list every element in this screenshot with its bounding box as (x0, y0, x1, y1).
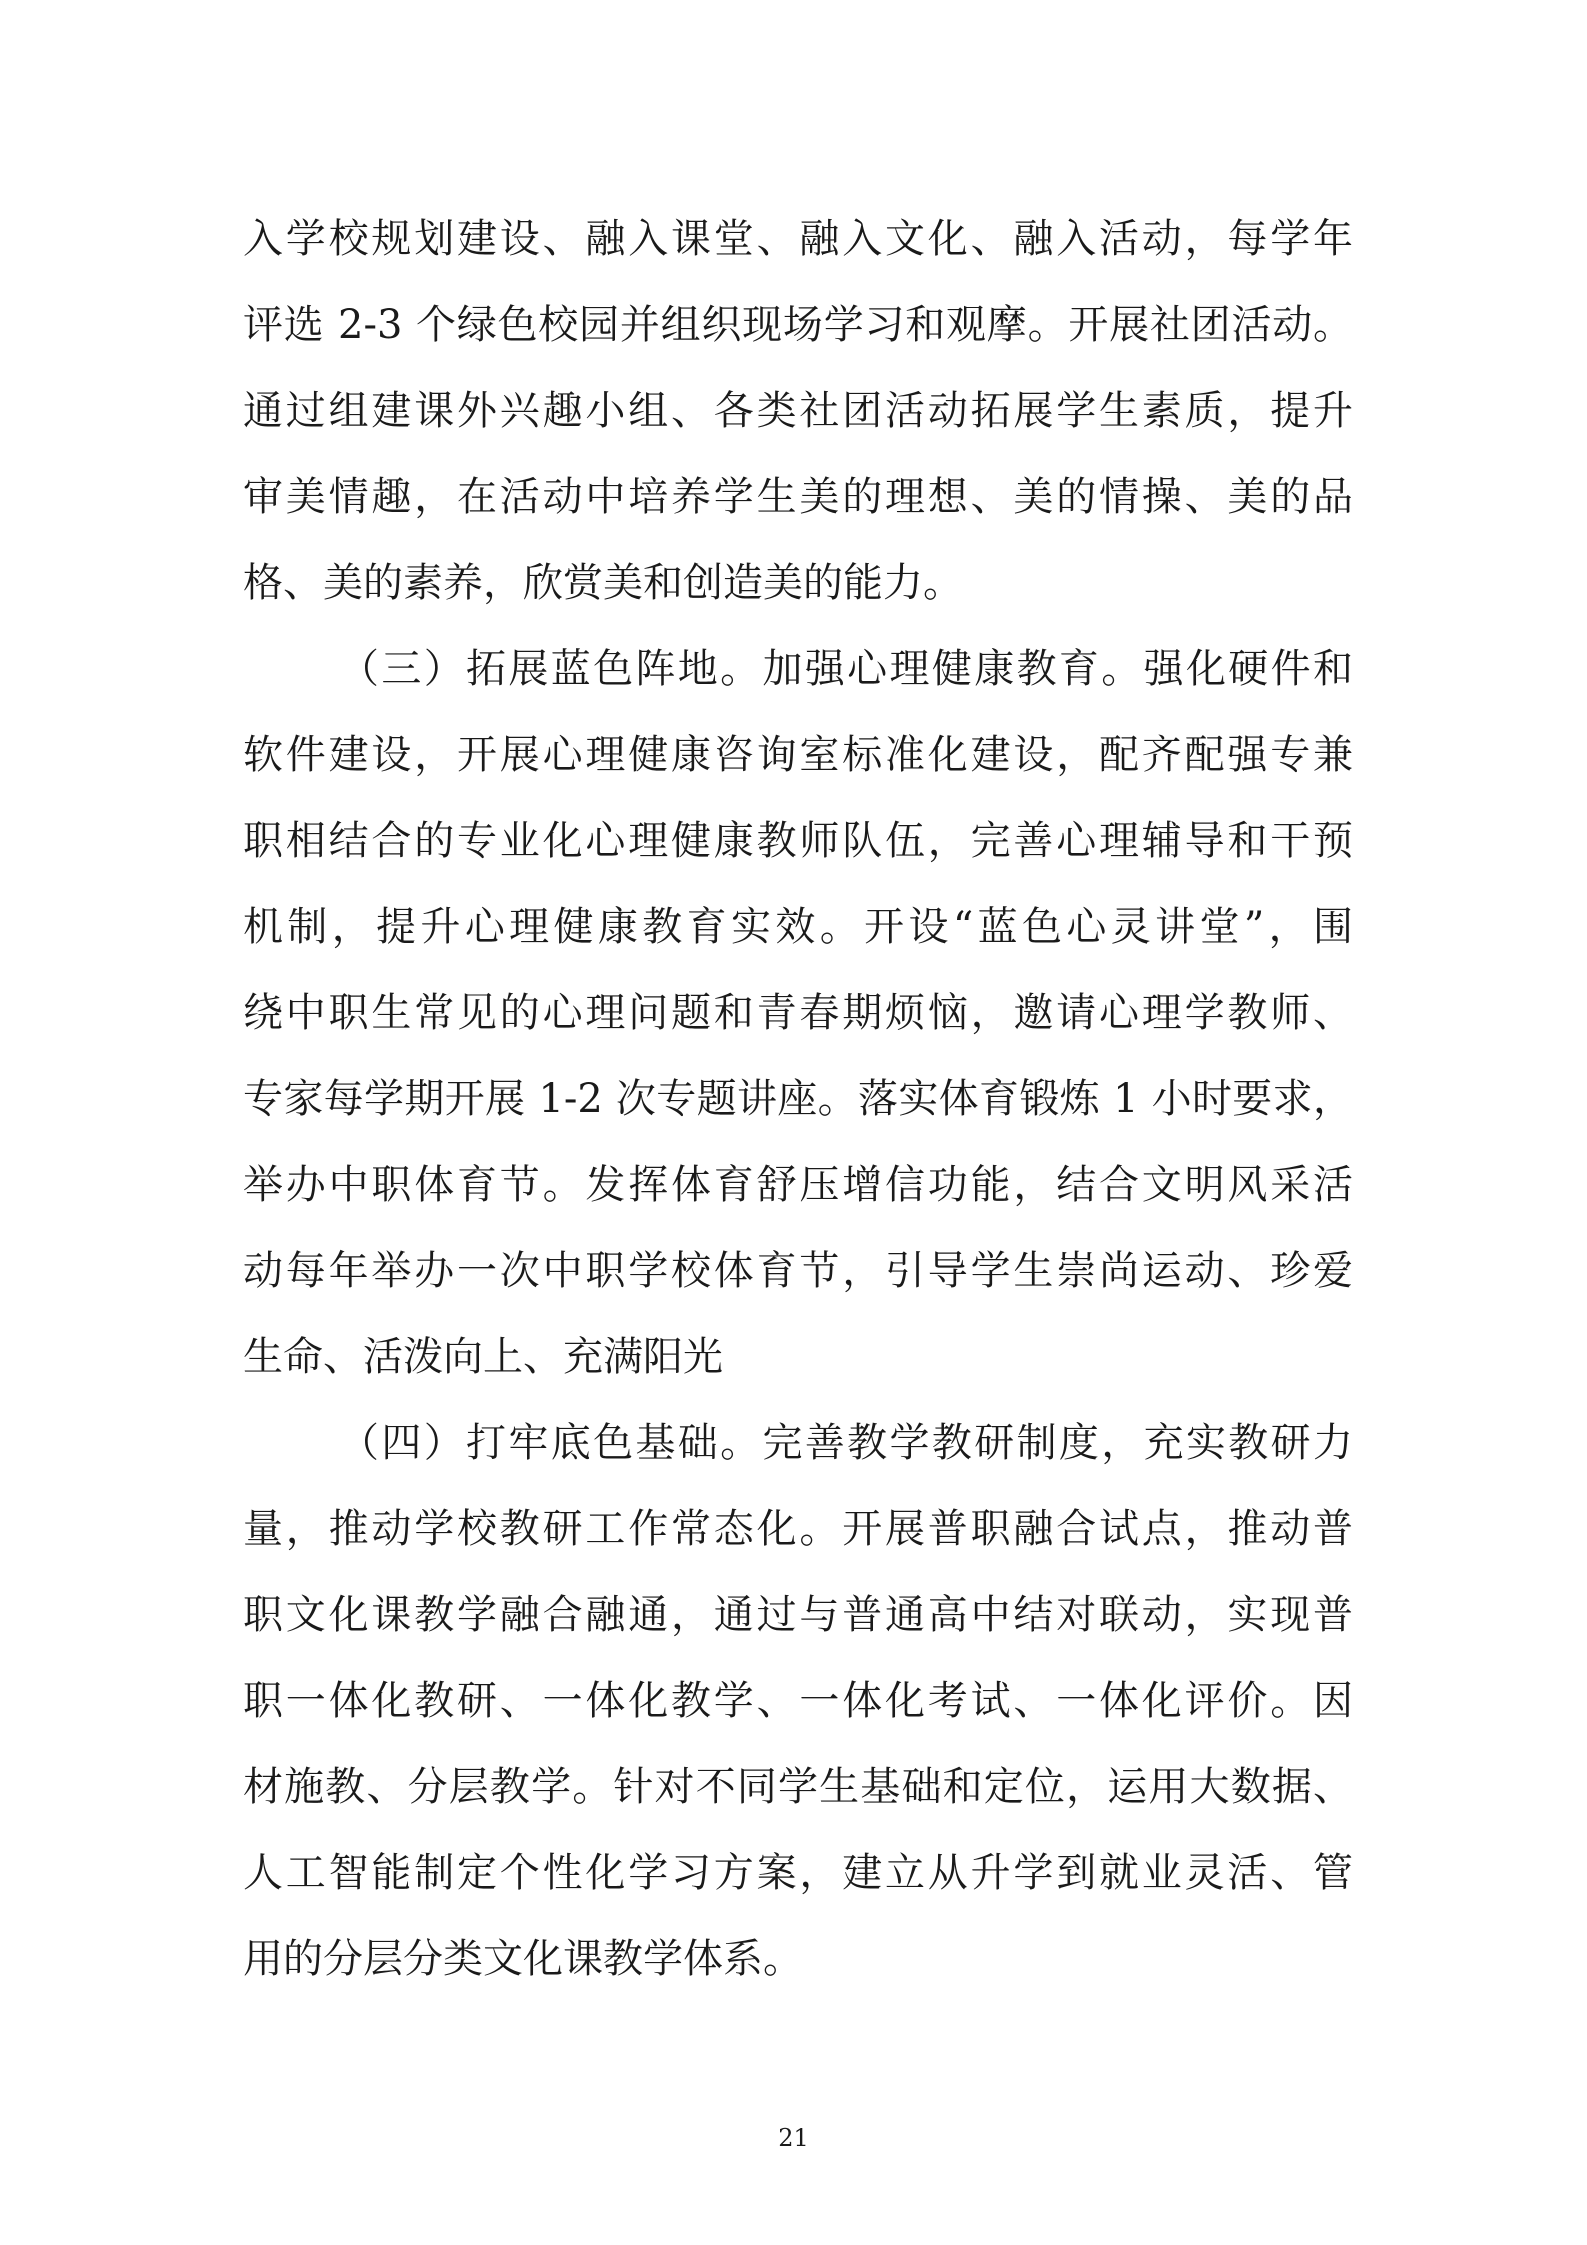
text-line: 职一体化教研、一体化教学、一体化考试、一体化评价。因 (243, 1678, 1353, 1724)
text-line: 量，推动学校教研工作常态化。开展普职融合试点，推动普 (243, 1506, 1353, 1552)
text-line: 举办中职体育节。发挥体育舒压增信功能，结合文明风采活 (243, 1162, 1353, 1208)
page-number: 21 (778, 2124, 809, 2152)
text-line: 通过组建课外兴趣小组、各类社团活动拓展学生素质，提升 (243, 388, 1353, 434)
text-line: 职文化课教学融合融通，通过与普通高中结对联动，实现普 (243, 1592, 1353, 1638)
text-line: 机制，提升心理健康教育实效。开设“蓝色心灵讲堂”，围 (243, 904, 1353, 950)
text-line: 动每年举办一次中职学校体育节，引导学生崇尚运动、珍爱 (243, 1248, 1353, 1294)
text-line: 格、美的素养，欣赏美和创造美的能力。 (243, 560, 963, 606)
body-text (243, 196, 1353, 2002)
text-line: 人工智能制定个性化学习方案，建立从升学到就业灵活、管 (243, 1850, 1353, 1896)
text-line: 生命、活泼向上、充满阳光 (243, 1334, 723, 1380)
text-line: 入学校规划建设、融入课堂、融入文化、融入活动，每学年 (243, 216, 1353, 262)
text-line: 绕中职生常见的心理问题和青春期烦恼，邀请心理学教师、 (243, 990, 1353, 1036)
text-line: 材施教、分层教学。针对不同学生基础和定位，运用大数据、 (243, 1764, 1353, 1810)
text-line: 职相结合的专业化心理健康教师队伍，完善心理辅导和干预 (243, 818, 1353, 864)
text-line: 审美情趣，在活动中培养学生美的理想、美的情操、美的品 (243, 474, 1353, 520)
text-line: 用的分层分类文化课教学体系。 (243, 1936, 803, 1982)
text-line: （四）打牢底色基础。完善教学教研制度，充实教研力 (339, 1420, 1353, 1466)
text-line: 专家每学期开展 1-2 次专题讲座。落实体育锻炼 1 小时要求， (243, 1076, 1353, 1122)
text-line: （三）拓展蓝色阵地。加强心理健康教育。强化硬件和 (339, 646, 1353, 692)
text-line: 软件建设，开展心理健康咨询室标准化建设，配齐配强专兼 (243, 732, 1353, 778)
text-line: 评选 2-3 个绿色校园并组织现场学习和观摩。开展社团活动。 (243, 302, 1353, 348)
